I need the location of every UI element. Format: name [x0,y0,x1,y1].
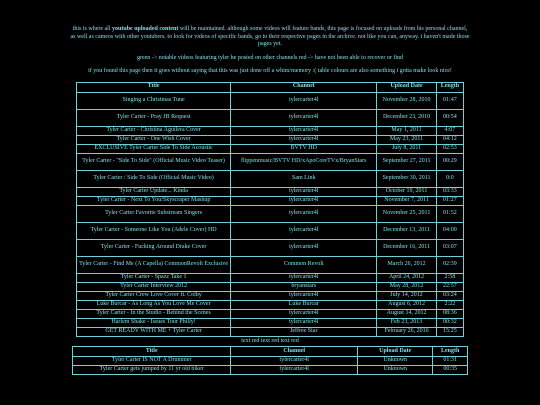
cell-channel: tylercarter4l [231,109,377,126]
table-row [73,357,468,366]
cell-title: Tyler Carter gets jumped by 11 yr old biker [73,366,231,375]
cell-title: Singing a Christmas Tune [77,92,231,109]
table-row [77,92,464,109]
cell-title: Tyler Carter - In the Studio - Behind the Scenes [77,309,231,318]
cell-upload-date: April 24, 2012 [377,273,436,282]
cell-length: 2:22 [436,300,463,309]
cell-title: Tyler Carter IS NOT A Drummer [73,357,231,366]
cell-upload-date: October 19, 2011 [377,187,436,196]
cell-length: 22:57 [436,282,463,291]
cell-upload-date: November 7, 2011 [377,196,436,205]
cell-channel: tylercarter4l [231,187,377,196]
cell-channel: Luke Burcar [231,300,377,309]
cell-length: 4:07 [436,126,463,135]
cell-title: Tyler Carter Crew Love Cover ft. Colby [77,291,231,300]
table-row [77,327,464,336]
cell-upload-date: August 6, 2012 [377,300,436,309]
header-title: Title [73,347,231,357]
cell-title: GET READY WITH ME + Tyler Carter [77,327,231,336]
cell-title: Tyler Carter - Find Me (A Capella) CommonRevolt Exclusive [77,256,231,273]
header-channel: Channel [231,347,358,357]
cell-channel: BVTV HD [231,144,377,153]
header-length: Length [433,347,468,357]
intro-paragraph-1 [70,26,470,49]
intro-text: this is where all [72,26,113,32]
cell-channel: flippenmusic/BVTV HD/xApoCoreTVx/BryanStars [231,153,377,170]
cell-length: 00:35 [433,366,468,375]
cell-channel: Common Revolt [231,256,377,273]
cell-upload-date: Unknown [358,366,433,375]
cell-length: 01:52 [436,205,463,222]
missing-videos-table-body [73,357,468,375]
cell-channel: tylercarter4l [231,239,377,256]
table-row [77,318,464,327]
intro-paragraph-2: green -> notable videos featuring tyler he posted on other channels red -> have not been able to recover or find [136,54,403,61]
table-row [77,135,464,144]
cell-title: Tyler Carter Favorite Substream Singers [77,205,231,222]
cell-upload-date: July 14, 2012 [377,291,436,300]
cell-length: 04:00 [436,222,463,239]
cell-title: Tyler Carter - Christina Aguilera Cover [77,126,231,135]
cell-channel: tylercarter4l [231,357,358,366]
table-row [77,273,464,282]
cell-title: Tyler Carter - "Side To Side" (Official Music Video Teaser) [77,153,231,170]
table-row [77,222,464,239]
cell-length: 01:27 [436,196,463,205]
table-row [77,126,464,135]
cell-channel: tylercarter4l [231,205,377,222]
videos-table [76,82,464,337]
cell-channel: tylercarter4l [231,366,358,375]
table-header-row [77,82,464,92]
cell-length: 02:39 [436,256,463,273]
cell-channel: tylercarter4l [231,318,377,327]
cell-upload-date: December 23, 2010 [377,109,436,126]
cell-channel: Jeffree Star [231,327,377,336]
red-text-separator: text red text red text red [241,337,299,344]
table-row [77,187,464,196]
cell-title: Tyler Carter / Side To Side (Official Music Video) [77,170,231,187]
cell-upload-date: September 30, 2011 [377,170,436,187]
cell-title: Tyler Carter - Pray JB Request [77,109,231,126]
cell-length: 0:0 [436,170,463,187]
table-row [73,366,468,375]
cell-length: 00:32 [436,318,463,327]
cell-length: 03:07 [436,239,463,256]
cell-title: Tyler Carter - Spazz Take 1 [77,273,231,282]
cell-channel: tylercarter4l [231,126,377,135]
cell-title: Tyler Carter - Someone Like You (Adele Cover) HD [77,222,231,239]
header-upload-date: Upload Date [358,347,433,357]
cell-upload-date: November 25, 2011 [377,205,436,222]
cell-length: 00:54 [436,109,463,126]
cell-length: 04:12 [436,135,463,144]
cell-upload-date: February 26, 2016 [377,327,436,336]
cell-upload-date: July 8, 2011 [377,144,436,153]
table-row [77,256,464,273]
cell-upload-date: Feb 23, 2013 [377,318,436,327]
cell-title: Tyler Carter - Fucking Around Drake Cover [77,239,231,256]
table-row [77,109,464,126]
cell-upload-date: May 1, 2011 [377,126,436,135]
header-length: Length [436,82,463,92]
header-upload-date: Upload Date [377,82,436,92]
table-row [77,239,464,256]
cell-title: Tyler Carter Update... Kinda [77,187,231,196]
cell-title: EXCLUSIVE Tyler Carter Side To Side Acoustic [77,144,231,153]
table-header-row [73,347,468,357]
intro-paragraph-3: if you found this page then it goes without saying that this was just done off a whim/memory :( table colours are also something i gotta make look nice! [88,68,452,74]
cell-title: Tyler Carter - One Wish Cover [77,135,231,144]
cell-upload-date: March 26, 2012 [377,256,436,273]
cell-channel: tylercarter4l [231,309,377,318]
cell-length: 15:25 [436,327,463,336]
cell-upload-date: May 23, 2011 [377,135,436,144]
cell-length: 00:29 [436,153,463,170]
header-title: Title [77,82,231,92]
cell-upload-date: September 27, 2011 [377,153,436,170]
cell-channel: tylercarter4l [231,291,377,300]
table-row [77,291,464,300]
cell-upload-date: December 13, 2011 [377,222,436,239]
cell-channel: bryanstars [231,282,377,291]
intro-text-cont: will be maintained. although some videos will feature bands, this page is focused on uploads from his personal channel, as well as cameos with other youtubers. to look for videos of specific bands, go to their respective pages in the archive. not like you can, anyway. i haven't made those pages yet. [70,26,470,47]
table-row [77,196,464,205]
cell-title: Tyler Carter - Next To You/Skyscraper Mashup [77,196,231,205]
cell-length: 03:33 [436,187,463,196]
table-row [77,309,464,318]
cell-title: Luke Burcar - As Long As You Love Me Cover [77,300,231,309]
table-row [77,205,464,222]
cell-channel: tylercarter4l [231,92,377,109]
table-row [77,282,464,291]
cell-upload-date: November 28, 2010 [377,92,436,109]
cell-channel: tylercarter4l [231,196,377,205]
cell-upload-date: May 28, 2012 [377,282,436,291]
missing-videos-table [72,346,468,375]
table-row [77,153,464,170]
videos-table-body [77,92,464,336]
table-row [77,300,464,309]
cell-title: Harlem Shake - Issues Tour Philly! [77,318,231,327]
cell-upload-date: Unknown [358,357,433,366]
cell-channel: tylercarter4l [231,222,377,239]
table-row [77,144,464,153]
table-row [77,170,464,187]
cell-length: 01:31 [433,357,468,366]
cell-upload-date: December 16, 2011 [377,239,436,256]
cell-length: 03:24 [436,291,463,300]
cell-upload-date: August 14, 2012 [377,309,436,318]
cell-channel: tylercarter4l [231,135,377,144]
cell-title: Tyler Carter Interview 2012 [77,282,231,291]
intro-bold-text: youtube uploaded content [112,26,179,32]
cell-length: 08:36 [436,309,463,318]
intro-section [70,26,470,76]
cell-channel: Sam Link [231,170,377,187]
cell-length: 01:47 [436,92,463,109]
cell-length: 2:58 [436,273,463,282]
cell-length: 02:53 [436,144,463,153]
cell-channel: tylercarter4l [231,273,377,282]
header-channel: Channel [231,82,377,92]
